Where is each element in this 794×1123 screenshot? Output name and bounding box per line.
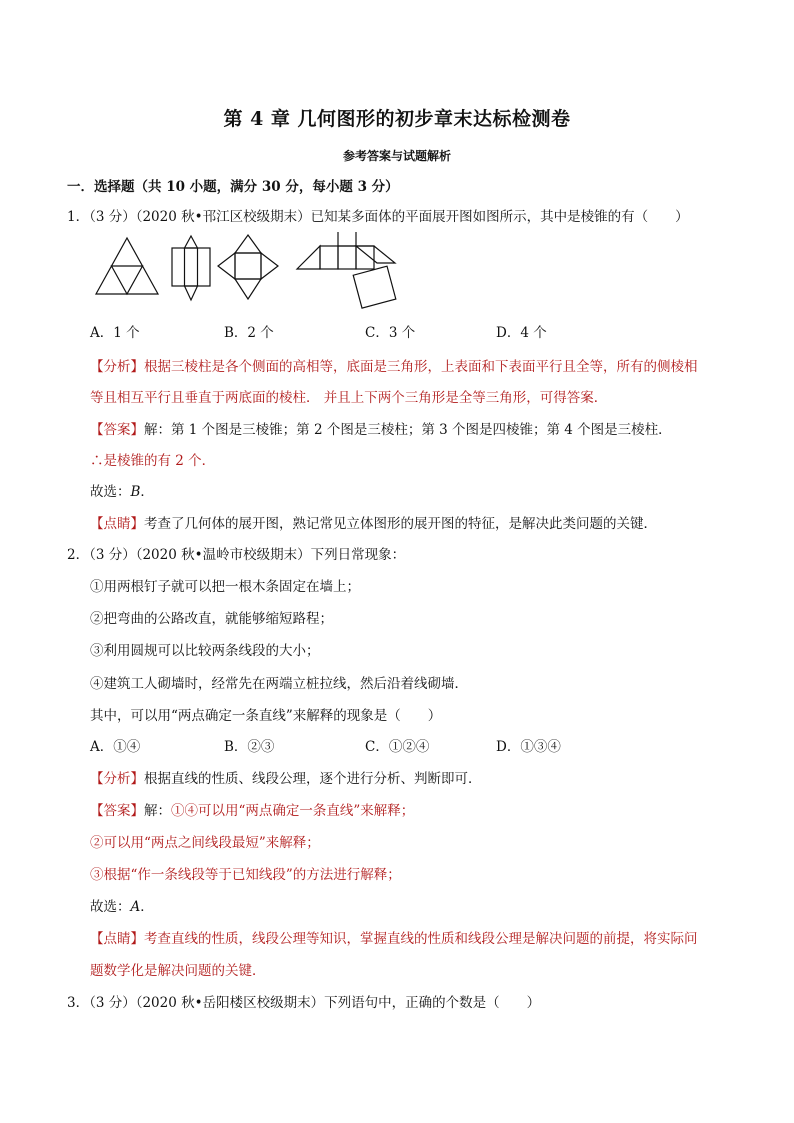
q2-item-1: ①用两根钉子就可以把一根木条固定在墙上； <box>90 579 360 595</box>
q1-net-figures <box>90 232 470 310</box>
q1-choice-suffix: ． <box>140 484 154 500</box>
q2-answer-line-3: ③根据“作一条线段等于已知线段”的方法进行解释； <box>90 867 401 883</box>
q2-choice <box>90 897 154 917</box>
page-title: 第 4 章 几何图形的初步章末达标检测卷 <box>223 108 571 130</box>
page-subtitle: 参考答案与试题解析 <box>342 149 451 163</box>
q1-choice-letter: B <box>130 484 141 500</box>
net-figure-1 <box>96 238 158 294</box>
q2-choice-prefix: 故选： <box>90 899 131 915</box>
net-figure-3 <box>218 235 278 299</box>
net-figure-4 <box>297 232 396 308</box>
q2-answer-line-2: ②可以用“两点之间线段最短”来解释； <box>90 835 320 851</box>
q2-comment-tag: 【点睛】 <box>90 931 144 947</box>
q1-answer-text-1: 解：第 1 个图是三棱锥；第 2 个图是三棱柱；第 3 个图是四棱锥；第 4 个图是三棱柱． <box>144 422 672 438</box>
q1-stem: 1．（3 分）（2020 秋•邗江区校级期末）已知某多面体的平面展开图如图所示，其中是棱锥的有（ ） <box>67 209 689 225</box>
q2-item-3: ③利用圆规可以比较两条线段的大小； <box>90 643 320 659</box>
q2-question: 其中，可以用“两点确定一条直线”来解释的现象是（ ） <box>90 708 442 724</box>
q2-option-d: D．①③④ <box>496 739 561 755</box>
q1-choice-prefix: 故选： <box>90 484 131 500</box>
q1-option-d: D．4 个 <box>496 325 547 341</box>
q1-option-a: A．1 个 <box>90 325 140 341</box>
q2-stem: 2．（3 分）（2020 秋•温岭市校级期末）下列日常现象： <box>67 547 406 563</box>
section-heading: 一．选择题（共 10 小题，满分 30 分，每小题 3 分） <box>67 179 399 195</box>
q2-comment-text-1: 考查直线的性质，线段公理等知识，掌握直线的性质和线段公理是解决问题的前提，将实际问 <box>144 931 698 947</box>
q2-answer-text-1: ①④可以用“两点确定一条直线”来解释； <box>171 803 415 819</box>
q2-item-4: ④建筑工人砌墙时，经常先在两端立桩拉线，然后沿着线砌墙． <box>90 676 468 692</box>
net-figure-2 <box>172 236 210 300</box>
q2-answer-line-1 <box>90 801 414 821</box>
q1-analysis-line-1 <box>90 357 698 377</box>
q2-choice-letter: A <box>130 899 141 915</box>
q1-answer-line-1 <box>90 420 672 440</box>
q1-analysis-tag: 【分析】 <box>90 359 144 375</box>
q2-comment-line-2: 题数学化是解决问题的关键． <box>90 963 266 979</box>
q1-choice <box>90 482 154 502</box>
q2-option-c: C．①②④ <box>365 739 430 755</box>
q1-comment <box>90 514 657 534</box>
q1-comment-tag: 【点睛】 <box>90 516 144 532</box>
q2-answer-prefix: 解： <box>144 803 171 819</box>
q1-analysis-line-2: 等且相互平行且垂直于两底面的棱柱． 并且上下两个三角形是全等三角形，可得答案． <box>90 390 608 406</box>
q2-item-2: ②把弯曲的公路改直，就能够缩短路程； <box>90 611 333 627</box>
q2-answer-tag: 【答案】 <box>90 803 144 819</box>
q1-option-b: B．2 个 <box>224 325 274 341</box>
q2-choice-suffix: ． <box>140 899 154 915</box>
q2-analysis-text: 根据直线的性质、线段公理，逐个进行分析、判断即可． <box>144 771 482 787</box>
q2-option-a: A．①④ <box>90 739 141 755</box>
q2-comment-line-1 <box>90 929 698 949</box>
q1-option-c: C．3 个 <box>365 325 416 341</box>
q3-stem: 3．（3 分）（2020 秋•岳阳楼区校级期末）下列语句中，正确的个数是（ ） <box>67 995 541 1011</box>
q1-comment-text: 考查了几何体的展开图，熟记常见立体图形的展开图的特征，是解决此类问题的关键． <box>144 516 657 532</box>
q1-answer-line-2: ∴是棱锥的有 2 个． <box>90 453 216 469</box>
q2-option-b: B．②③ <box>224 739 275 755</box>
q2-analysis-tag: 【分析】 <box>90 771 144 787</box>
q1-analysis-text-1: 根据三棱柱是各个侧面的高相等，底面是三角形，上表面和下表面平行且全等，所有的侧棱相 <box>144 359 698 375</box>
q2-analysis <box>90 769 482 789</box>
q1-answer-tag: 【答案】 <box>90 422 144 438</box>
